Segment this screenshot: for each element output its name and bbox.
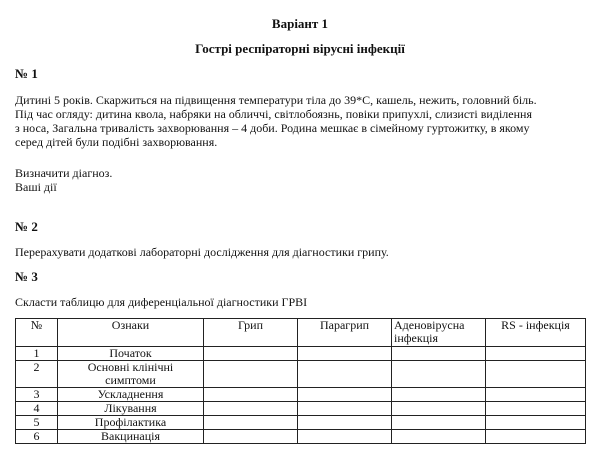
empty-cell <box>392 402 486 416</box>
empty-cell <box>298 388 392 402</box>
table-row <box>16 430 586 444</box>
table-row <box>16 361 586 388</box>
task-1-case <box>15 93 590 149</box>
empty-cell <box>392 347 486 361</box>
empty-cell <box>486 430 586 444</box>
header-rs-infection: RS - інфекція <box>486 319 586 347</box>
task-1-question-diagnosis: Визначити діагноз. <box>15 166 113 180</box>
row-number: 6 <box>16 430 58 444</box>
row-sign: Основні клінічні симптоми <box>58 361 204 388</box>
empty-cell <box>486 388 586 402</box>
table-header-row <box>16 319 586 347</box>
empty-cell <box>298 402 392 416</box>
empty-cell <box>204 416 298 430</box>
row-sign: Лікування <box>58 402 204 416</box>
table-row <box>16 347 586 361</box>
empty-cell <box>204 388 298 402</box>
task-3-number: № 3 <box>15 269 38 284</box>
empty-cell <box>298 347 392 361</box>
empty-cell <box>204 402 298 416</box>
topic-title: Гострі респіраторні вірусні інфекції <box>195 41 405 56</box>
header-number: № <box>16 319 58 347</box>
differential-diagnosis-table <box>15 318 586 444</box>
row-sign: Вакцинація <box>58 430 204 444</box>
empty-cell <box>298 430 392 444</box>
row-sign: Профілактика <box>58 416 204 430</box>
case-line: з носа, Загальна тривалість захворювання – 4 доби. Родина мешкає в сімейному гуртожитку, в якому <box>15 121 530 135</box>
header-parainfluenza: Парагрип <box>298 319 392 347</box>
task-3-text: Скласти таблицю для диференціальної діагностики ГРВІ <box>15 295 308 309</box>
header-signs: Ознаки <box>58 319 204 347</box>
empty-cell <box>204 347 298 361</box>
case-line: Дитині 5 років. Скаржиться на підвищення температури тіла до 39*С, кашель, нежить, головний біль. <box>15 93 537 107</box>
empty-cell <box>486 402 586 416</box>
table-row <box>16 388 586 402</box>
task-1-question-actions: Ваші дії <box>15 180 57 194</box>
task-2-number: № 2 <box>15 219 38 234</box>
case-line: серед дітей були подібні захворювання. <box>15 135 218 149</box>
row-sign: Ускладнення <box>58 388 204 402</box>
empty-cell <box>392 361 486 388</box>
row-number: 4 <box>16 402 58 416</box>
variant-title: Варіант 1 <box>271 16 329 31</box>
empty-cell <box>204 430 298 444</box>
case-line: Під час огляду: дитина квола, набряки на обличчі, світлобоязнь, повіки припухлі, слизисті виділення <box>15 107 532 121</box>
table-row <box>16 416 586 430</box>
empty-cell <box>392 430 486 444</box>
header-adenovirus: Аденовірусна інфекція <box>392 319 486 347</box>
empty-cell <box>392 388 486 402</box>
empty-cell <box>298 416 392 430</box>
row-number: 2 <box>16 361 58 388</box>
row-number: 5 <box>16 416 58 430</box>
row-number: 3 <box>16 388 58 402</box>
empty-cell <box>204 361 298 388</box>
task-2-text: Перерахувати додаткові лабораторні дослідження для діагностики грипу. <box>15 245 389 259</box>
row-number: 1 <box>16 347 58 361</box>
row-sign: Початок <box>58 347 204 361</box>
header-flu: Грип <box>204 319 298 347</box>
empty-cell <box>486 347 586 361</box>
empty-cell <box>298 361 392 388</box>
table-row <box>16 402 586 416</box>
empty-cell <box>392 416 486 430</box>
empty-cell <box>486 361 586 388</box>
task-1-number: № 1 <box>15 66 38 81</box>
empty-cell <box>486 416 586 430</box>
